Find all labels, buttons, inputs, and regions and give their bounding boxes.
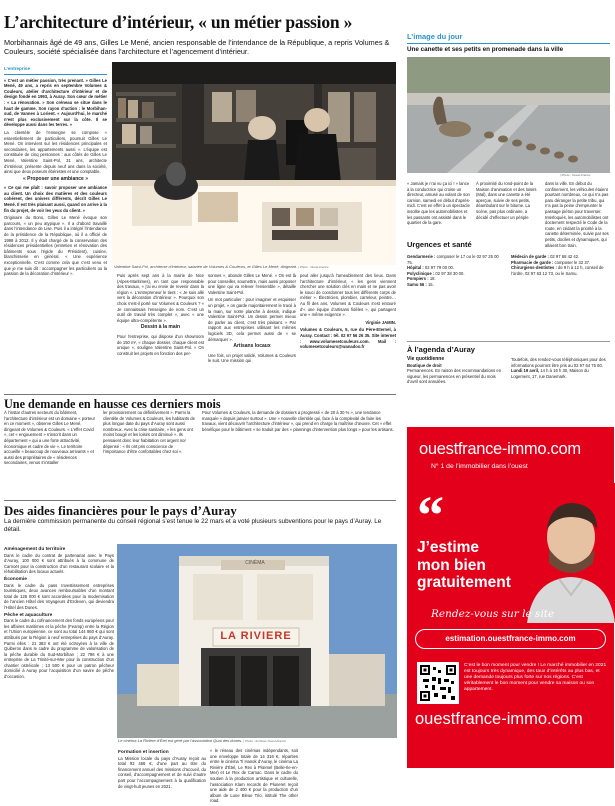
article-headline: L’architecture d’intérieur, « un métier passion » [4, 12, 353, 32]
article-column: ler provisoirement ou définitivement ». Parmi la clientèle de Volumes & Couleurs, les habitants de plus longue date du pays d’Auray sont aussi nombreux. Avec la crise sanitaire, « les gens ont moins bougé et les loisirs ont diminué ». Ils pensaient donc leur habitation cet argent nor dépensé : « Ils ont pris conscience de l’importance d’être confortables chez soi ». [103, 410, 195, 455]
agenda-item-title: Boutique de droit [407, 362, 442, 368]
headline-line: J’estime [417, 539, 480, 556]
list-item: Pharmacie de garde : composer le 32 37. [511, 259, 591, 265]
article-lead: La dernière commission permanente du conseil régional s’est tenue le 22 mars et a voté plusieurs subventions pour le pays d’Auray. Le détail. [4, 518, 382, 533]
author-signature: Virginie JAMIN. [365, 319, 396, 325]
ad-brand: ouestfrance-immo.com [419, 440, 581, 458]
paragraph: Dans le cadre du cofinancement des fonds européens pour les affaires maritimes et la pêche (Feamp) entre la Région et l’Union européenne, ce sont au total 144 860 € qui sont attribués par la Région à neuf entreprises du pays d’Auray. Parmi elles : 21 383 € ont été octroyées à la ville de Quiberon dans le cadre du programme de valorisation de la pêche durable du Sud-Morbihan ; 22 796 € à une entreprise de La Trinité-sur-Mer pour la construction d’un chantier ostréicole ; 13 500 € pour un patron pêcheur domicilié à Auray pour l’acquisition d’un navire de pêche d’occasion. [4, 618, 114, 680]
paragraph: Un mot particulier : pour imaginer et esquisser un projet, « on garde majoritairement le tracé à la main, sur notre planche à dessin, indique Valentine Saint-Pol. Un dessin permet mieux de parler au client, c’est très plaisant. » Par rapport aux entreprises utilisant les mêmes logiciels 3D, cela permet aussi de « se démarquer ». [208, 297, 296, 342]
paragraph: « C’est un métier passion, très prenant. » Gilles Le Mené, 49 ans, a repris en septembre Volumes & Couleurs, atelier d’architecture d’intérieur et de design fondé en 1993, à Auray. Son cœur de métier : « La rénovation. » Son créneau se situe dans le haut de gamme. Son rayon d’action : le Morbihan-sud, de Vannes à Lorient. « Aujourd’hui, le marché n’est plus exclusivement sur la côte. Il se développe aussi dans les terres. » [4, 77, 107, 128]
article-column: Pour Volumes & Couleurs, la demande de dossiers a progressé « de 20 à 30 % », une tendance marquée « depuis janvier surtout ». Une « nouvelle clientèle qui, face à la complexité de faire les travaux, vient découvrir l’architecture d’intérieur », qui prend en charge la maîtrise d’œuvre. Cet « effet bénéfique pour le bâtiment » se traduit par des « plannings d’intervention plus longs » pour les artisans. [202, 410, 394, 432]
caption-text: Le cinéma La Rivière d’Étel est géré par l’association Quai des dunes. [118, 738, 243, 743]
paragraph: Une fois, un projet validé, Volumes & Couleurs le suit. Une mission qui [208, 352, 296, 364]
paragraph: peut aller jusqu’à l’ameublement des lieux. Dans l’architecture d’intérieur, « les gens viennent chercher une solution clés en main et ne pas avoir le souci de coordonner tous les différents corps de métier ». Électricien, plombier, carreleur, peintre… Au fil des ans, Volumes & Couleurs s’est entouré d’« une équipe d’artisans fidèles », qui partagent une « même exigence ». [300, 273, 396, 318]
list-item: Médecin de garde : 02 97 68 42 42. [511, 254, 580, 259]
paragraph: « Ce qui me plaît : savoir proposer une ambiance au client. Un choix des matières et des couleurs cohérent, des univers différents, décrit Gilles Le Mené. Il est très plaisant aussi, quand on arrive à la fin du projet, de voir les yeux du client. » [4, 185, 107, 213]
advertisement[interactable] [407, 427, 614, 768]
qr-code-icon[interactable] [417, 662, 459, 704]
cinema-top-sign: CINÉMA [245, 560, 265, 566]
agenda-item-text: Permanences. En raison des recommandations en vigueur, les permanences en présentiel du mois d’avril sont annulées. [407, 368, 502, 385]
article-column: À l’instar d’autres secteurs du bâtiment, l’architecture d’intérieur est un domaine « porteur en ce moment », observe Gilles Le Mené, dirigeant de Volumes & Couleurs. « L’effet Covid », cet « engouement » s’inscrit dans un département « qui a une forte attractivité, économique et cadre de vie ». Le territoire accueille « beaucoup de nouveaux arrivants » et aussi des propriétaires de « résidences secondaires, venus s’installer [4, 410, 96, 466]
smiling-man-photo [519, 483, 615, 623]
photo-credit: | Photo : Ouest-France [298, 265, 329, 269]
section-title: Formation et insertion [118, 750, 169, 755]
list-item: Polyclinique : 02 97 38 30 00. [407, 270, 465, 276]
paragraph: Dans le cadre du contrat de partenariat avec le Pays d’Auray, 100 000 € sont attribués à la commune de Carnoët pour la construction d’un restaurant scolaire et la réhabilitation des locaux actuels. [4, 552, 114, 575]
paragraph: Pour l’entreprise, qui dispose d’un showroom de 150 m², « chaque dossier, chaque client est unique », souligne Valentine Saint-Pol. « On construit les projets en fonction des per- [117, 333, 204, 356]
subheading: Dessin à la main [140, 324, 181, 331]
list-item: Hôpital : 02 97 79 00 00. [407, 265, 455, 271]
article-column-3 [208, 273, 296, 366]
ducks-photo [407, 57, 610, 173]
ad-tagline: N° 1 de l’immobilier dans l’ouest [431, 463, 528, 470]
image-of-day-title: L’image du jour [407, 32, 610, 44]
article-column-1 [4, 545, 114, 682]
showroom-photo [112, 62, 396, 265]
ad-brand-footer: ouestfrance-immo.com [415, 710, 583, 728]
section-title: Pêche et aquaculture [4, 612, 53, 618]
list-item: Samu 56 : 15. [407, 281, 434, 287]
list-item: Pompiers : 18. [407, 276, 436, 282]
agenda-item-text: Lundi 19 avril, 14 h à 16 h 30, Maison du Logement, 17, rue Danemark. [511, 368, 589, 379]
section-label: L’entreprise [4, 66, 107, 75]
paragraph: Originaire du Bono, Gilles Le Mené évoque son parcours, « un peu atypique ». Il a d’abord travaillé dans l’intendance de Lise. Puis il a intégré l’intendance de la présidence de la République, où il a officié de 1998 à 2012. Il y était chargé de la conservation des résidences présidentielles (entretien et rénovation des bâtiments sous l’égide du Président), cuisine, blanchisserie en général. « Une expérience exceptionnelle. C’est comme cela que c’est venu et que je me suis dit : accompagner les particuliers ou la passion de la décoration d’intérieur ». [4, 215, 107, 277]
emergency-column [407, 254, 504, 288]
text-column: « Jamais je n’ai vu ça ici ! » lance à la conductrice qui croise un directeur, amusé au volant de son camion, samedi en début d’après-midi. C’est en effet à un spectacle insolite que les automobilistes et les passants ont assisté dans le quartier de la gare. [407, 181, 471, 226]
section-title: Économie [4, 576, 27, 582]
paragraph: Dans le cadre du pass Investissement entreprises touristiques, deux avances remboursables d’un montant total de 126 000 € sont accordées pour la modernisation de l’ancien Hôtel des Voyageurs d’Erdeven, qui deviendra l’Hôtel des Dunes. [4, 582, 114, 610]
article-lead: Morbihannais âgé de 49 ans, Gilles Le Mené, ancien responsable de l’intendance de la République, a repris Volumes & Couleurs, société spécialisée dans l’architecture et l’agencement d’intérieur. [4, 38, 390, 56]
caption-text: Valentine Saint-Pol, architecte d’intérieur, salariée de Volumes & Couleurs, et Gilles Le Mené, dirigeant. [114, 264, 298, 269]
photo-credit: | Photo : Archives Ouest-France [243, 739, 286, 743]
section-title: Aménagement du territoire [4, 547, 66, 552]
agenda-subheading: Vie quotidienne [407, 356, 445, 362]
emergency-column [511, 254, 608, 276]
photo-credit: | Photo : Ouest-France [560, 173, 591, 177]
article-column-2 [117, 273, 204, 358]
text-column: dans la ville. En début du confinement, les véhicules étaient pourtant nombreux, ce qui n’a pas paru déranger la petite tribu, qui n’a pas la peine d’emprunter le passage piéton pour traverser. Interloqués, les automobilistes ont doctement respecté le Code de la route, en cédant la priorité à la canette déterminée, suivie par ses petits, dociles et dynamiques, qui allaient bon train. [545, 181, 609, 248]
paragraph: La Mission locale du pays d’Auray reçoit au total 93 468 €, d’une part au titre du financement annuel des missions d’accueil, du conseil, d’accompagnement et de suivi d’autre part pour l’accompagnement à la qualification de vingt-huit jeunes en 2021. [118, 755, 206, 789]
photo-caption [114, 264, 396, 269]
subheading: Artisans locaux [233, 343, 271, 350]
article-column-1 [4, 66, 107, 279]
paragraph: « le réseau des cinémas indépendants, soit une enveloppe totale de 14 316 €, réparties entre le cinéma Ti Hanok d’Auray, le cinéma La Rivière d’Étel, Le Rex à Plœmel (Belle-Ile-en-Mer) et Le Rex de Carnac. Dans le cadre du soutien à la production artistique et culturelle, l’association Klam records de Pluneret reçoit une aide de 2 400 € pour la production d’un album de Lune Bleue Trio, intitulé The other road. [210, 748, 298, 804]
emergency-title: Urgences et santé [407, 240, 472, 249]
list-item: Chirurgiens-dentistes : de 9 h à 12 h, conseil de l’ordre, 02 97 63 12 73, ou le Samu. [511, 265, 604, 276]
agenda-column [511, 357, 608, 379]
paragraph: Puis après sept ans à la mairie de Nice (Alpes-Maritimes), en tant que responsable des travaux, « j’ai eu envie de revenir dans la région ». L’entrepreneur le tient : « Je suis allé vers la décoration d’intérieur ». Pourquoi son choix s’est-il porté sur Volumes & Couleurs ? « Je connaissais l’enseigne de nom. C’est un outil de travail très complet », avec « une équipe ultra-compétente ». [117, 273, 204, 323]
agenda-column [407, 357, 504, 385]
article-column-4 [300, 273, 396, 352]
text-column: À proximité du rond-point de la Maison d’animation et des loisirs (Mal), dans une canette a été aperçue, suivie de ses petits, déambulant sur le bitume. La scène, pas plus ordinaire, a décidé d’effectuer un périple [476, 181, 537, 220]
paragraph: La clientèle de l’enseigne se compose « essentiellement de particuliers, poursuit Gilles Le Mené. On intervient sur les résidences principales et secondaires, les appartements aussi ». L’équipe est constituée de cinq personnes : aux côtés de Gilles Le Mené, Valentine Saint-Pol, 31 ans, architecte d’intérieur, présente depuis neuf ans dans la société, ainsi que deux poseurs ébénistes et une comptable. [4, 129, 107, 175]
article-headline: Une demande en hausse ces derniers mois [4, 394, 396, 412]
paragraph: sonnes », abonde Gilles Le Mené. « On est là pour conseiller, soumettre, mais aussi proposer une ligne qui va relever l’ensemble », détaille Valentine Saint-Pol. [208, 273, 296, 295]
list-item: Gendarmerie : composer le 17 ou le 02 97 25 00 75. [407, 254, 499, 265]
ad-headline [417, 539, 527, 592]
ad-body-text: C’est le bon moment pour vendre ! Le marché immobilier en 2021 est toujours très dynamique, des taux d’intérêts au plus bas, et une demande toujours plus forte sur nos régions. C’est véritablement le bon moment pour vendre sa maison ou son appartement. [464, 663, 607, 693]
contact-info: Volumes & Couleurs, 5, rue du Père-Eternel, à Auray. Contact : tél. 02 97 56 26 35. Site internet : www.volumesetcouleurs.com. Mail : volumesetcouleurs@wanadoo.fr [300, 327, 396, 350]
article-column-3 [210, 748, 298, 806]
cinema-photo [117, 544, 397, 738]
ad-script-text: Rendez-vous sur le site [431, 608, 555, 620]
headline-line: mon bien [417, 556, 486, 574]
agenda-item-text: Toutefois, des rendez-vous téléphoniques pour des informations pourront être pris au 02 97 64 75 60. [511, 357, 606, 368]
cinema-sign: LA RIVIERE [220, 630, 292, 642]
image-of-day-subtitle: Une canette et ses petits en promenade dans la ville [407, 46, 564, 53]
headline-line: gratuitement [417, 574, 511, 591]
subheading: « Proposer une ambiance » [22, 175, 89, 182]
quote-mark-icon: “ [417, 485, 444, 545]
agenda-title: À l’agenda d’Auray [407, 341, 610, 354]
photo-caption [118, 738, 398, 743]
article-column-2 [118, 748, 206, 791]
article-headline: Des aides financières pour le pays d’Auray [4, 500, 396, 519]
ad-url-button[interactable]: estimation.ouestfrance-immo.com [415, 629, 606, 649]
